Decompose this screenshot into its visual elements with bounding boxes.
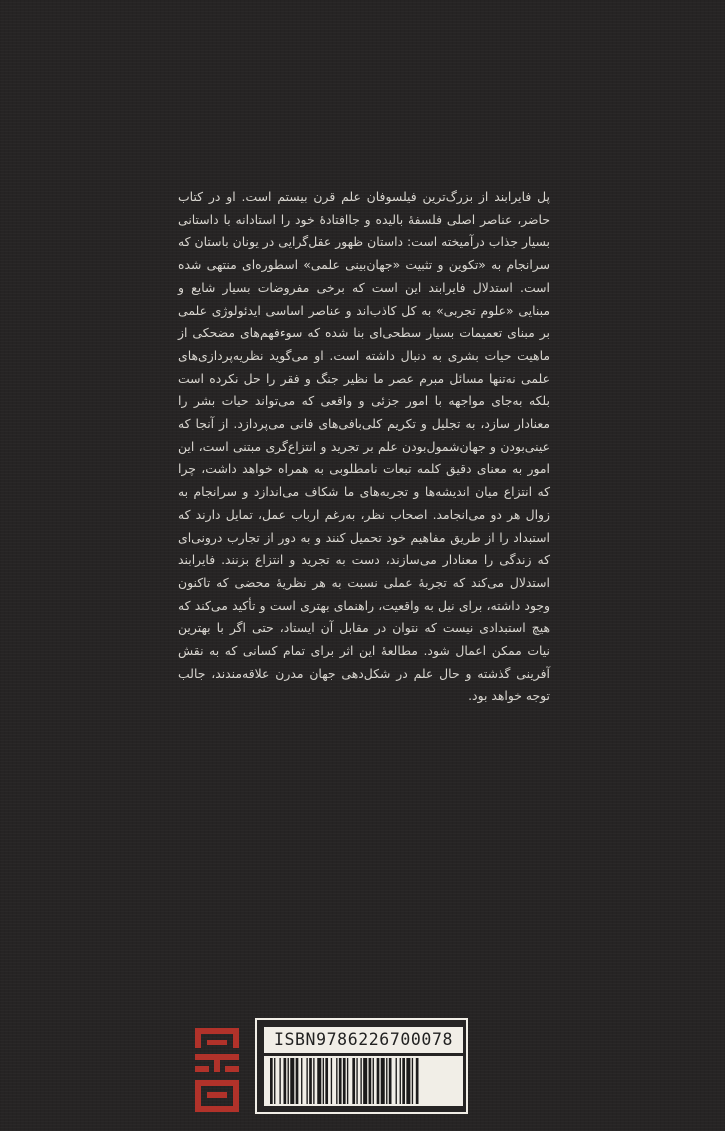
- barcode-bar: [400, 1058, 401, 1104]
- barcode-bar: [406, 1058, 410, 1104]
- barcode-bar: [352, 1058, 355, 1104]
- barcode-bar: [309, 1058, 312, 1104]
- barcode-bar: [339, 1058, 342, 1104]
- barcode-bar: [412, 1058, 413, 1104]
- barcode-bar: [279, 1058, 280, 1104]
- barcode-bar: [284, 1058, 287, 1104]
- barcode-bar: [290, 1058, 294, 1104]
- publisher-logo-icon: [195, 1028, 239, 1112]
- barcode-bar: [313, 1058, 314, 1104]
- barcode-bar: [323, 1058, 324, 1104]
- barcode-bar: [288, 1058, 289, 1104]
- barcode-bar: [336, 1058, 337, 1104]
- barcode-bar: [373, 1058, 374, 1104]
- barcode-icon: [264, 1056, 463, 1106]
- blurb-text: [178, 186, 550, 708]
- barcode-bar: [296, 1058, 299, 1104]
- barcode-bar: [416, 1058, 419, 1104]
- barcode-bar: [306, 1058, 307, 1104]
- barcode-bar: [386, 1058, 387, 1104]
- barcode-bar: [389, 1058, 392, 1104]
- barcode-bar: [270, 1058, 273, 1104]
- barcode-bar: [325, 1058, 328, 1104]
- barcode-bar: [363, 1058, 367, 1104]
- barcode-bar: [381, 1058, 385, 1104]
- barcode-bar: [301, 1058, 302, 1104]
- barcode-bar: [343, 1058, 346, 1104]
- barcode-bar: [402, 1058, 405, 1104]
- barcode-bar: [331, 1058, 332, 1104]
- barcode-bar: [377, 1058, 380, 1104]
- barcode-bar: [369, 1058, 372, 1104]
- blurb-paragraph: پل فایرابند از بزرگ‌ترین فیلسوفان علم قرن بیستم است. او در کتاب حاضر، عناصر اصلی فلسفهٔ بالیده و جاافتادهٔ خود را استادانه با داستانی بسیار جذاب درآمیخته است: داستان ظهور عقل‌گرایی در یونان باستان که سرانجام به «تکوین و تثبیت «جهان‌بینی علمی» اسطوره‌ای منتهی شده است. استدلال فایرابند این است که برخی مفروضات بسیار شایع و مبنایی «علوم تجربی» به کل کاذب‌اند و عناصر اساسی ایدئولوژی علمی بر مبنای تعمیمات بسیار سطحی‌ای بنا شده که سوءفهم‌های مضحکی از ماهیت حیات بشری به دنبال داشته است. او می‌گوید نظریه‌پردازی‌های علمی نه‌تنها مسائل مبرم عصر ما نظیر جنگ و فقر را حل نکرده است بلکه به‌جای مواجهه با امور جزئی و واقعی که می‌تواند حیات بشر را معنادار سازد، به تجلیل و تکریم کلی‌بافی‌های فانی می‌پردازد. از آنجا که عینی‌بودن و جهان‌شمول‌بودن علم بر تجرید و انتزاع‌گری مبتنی است، این امور به معنای دقیق کلمه تبعات نامطلوبی به همراه خواهد داشت، چرا که انتزاع میان اندیشه‌ها و تجربه‌های ما شکاف می‌اندازد و سرانجام به زوال هر دو می‌انجامد. اصحاب نظر، به‌رغم ارباب عمل، تمایل دارند که استبداد را از طریق مفاهیم خود تحمیل کنند و به دور از تجارب درونی‌ای که زندگی را معنادار می‌سازند، دست به تجرید و انتزاع بزنند. فایرابند استدلال می‌کند که تجربهٔ عملی نسبت به هر نظریهٔ محضی که تاکنون وجود داشته، برای نیل به واقعیت، راهنمای بهتری است و تأکید می‌کند که هیچ استبدادی نیست که نتوان در مقابل آن ایستاد، حتی اگر با بهترین نیات ممکن اعمال شود. مطالعهٔ این اثر برای تمام کسانی که به نقش آفرینی گذشته و حال علم در شکل‌دهی جهان مدرن علاقه‌مندند، جالب توجه خواهد بود.: [178, 189, 550, 704]
- barcode-bar: [274, 1058, 275, 1104]
- barcode-bar: [347, 1058, 348, 1104]
- barcode-bar: [317, 1058, 321, 1104]
- barcode-bar: [360, 1058, 361, 1104]
- barcode-bar: [396, 1058, 397, 1104]
- barcode-bar: [356, 1058, 357, 1104]
- isbn-label: ISBN9786226700078: [264, 1027, 463, 1053]
